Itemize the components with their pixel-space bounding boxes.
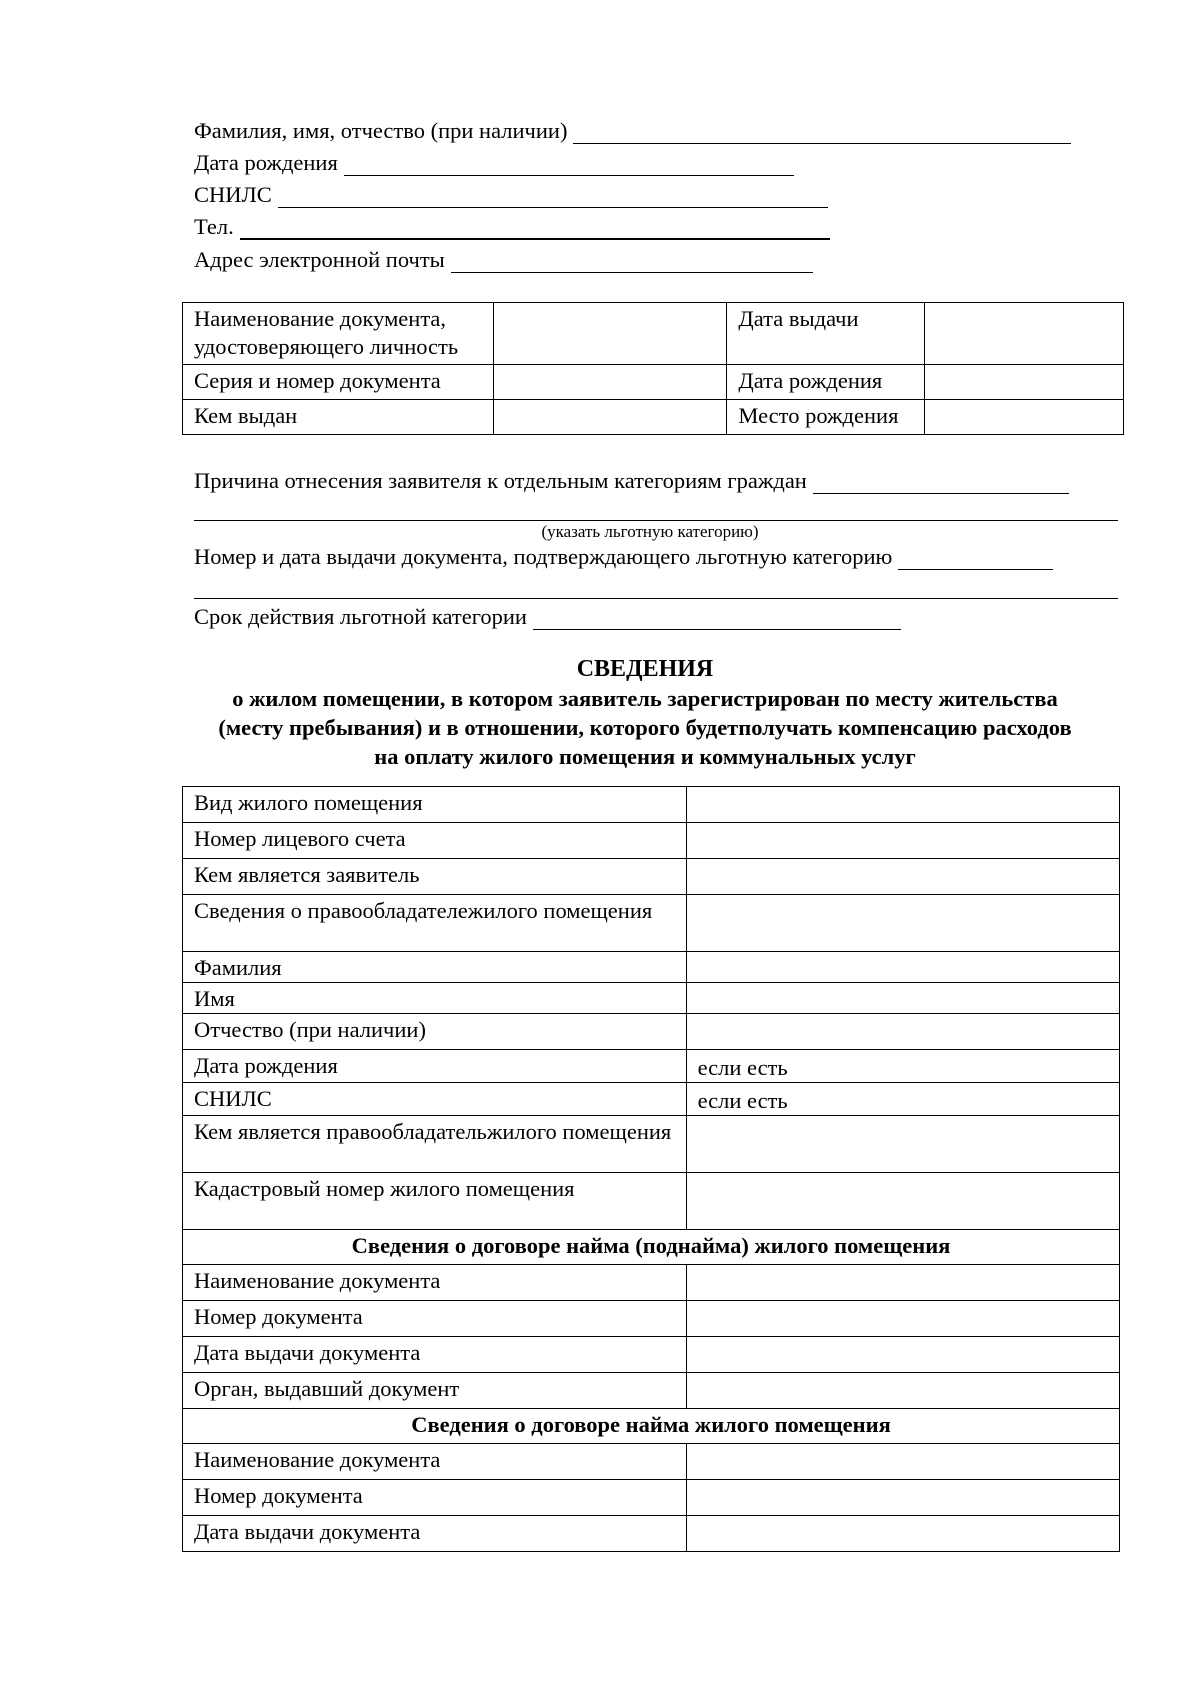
table-row	[183, 983, 1120, 1014]
lease-field-value[interactable]	[686, 1444, 1119, 1480]
birth-place-label: Место рождения	[727, 400, 925, 435]
housing-field-value[interactable]	[686, 952, 1119, 983]
table-row	[183, 787, 1120, 823]
lease-field-label: Наименование документа	[183, 1444, 687, 1480]
snils-field[interactable]	[278, 185, 828, 208]
sublease-field-value[interactable]	[686, 1265, 1119, 1301]
birth-label: Дата рождения	[194, 150, 338, 175]
lease-field-label: Номер документа	[183, 1480, 687, 1516]
table-row	[183, 1480, 1120, 1516]
table-row	[183, 1083, 1120, 1116]
table-row	[183, 823, 1120, 859]
table-row	[183, 1337, 1120, 1373]
id-birth-date-value[interactable]	[925, 365, 1124, 400]
table-row	[183, 1173, 1120, 1230]
validity-field[interactable]	[533, 607, 901, 630]
issue-date-value[interactable]	[925, 303, 1124, 365]
email-label: Адрес электронной почты	[194, 247, 445, 272]
fio-line	[194, 114, 1071, 144]
category-reason-field[interactable]	[813, 471, 1069, 494]
sublease-field-value[interactable]	[686, 1301, 1119, 1337]
housing-field-label: Кадастровый номер жилого помещения	[183, 1173, 687, 1230]
category-doc-field[interactable]	[898, 547, 1053, 570]
housing-field-value[interactable]	[686, 823, 1119, 859]
sublease-field-label: Орган, выдавший документ	[183, 1373, 687, 1409]
sublease-contract-heading: Сведения о договоре найма (поднайма) жилого помещения	[183, 1230, 1120, 1265]
housing-field-label: Кем является правообладательжилого помещения	[183, 1116, 687, 1173]
email-field[interactable]	[451, 250, 813, 273]
heading-line-2: (месту пребывания) и в отношении, которого будетполучать компенсацию расходов	[218, 715, 1072, 740]
issued-by-value[interactable]	[493, 400, 727, 435]
housing-field-label: Вид жилого помещения	[183, 787, 687, 823]
housing-field-label: Фамилия	[183, 952, 687, 983]
validity-label: Срок действия льготной категории	[194, 604, 527, 629]
lease-field-value[interactable]	[686, 1516, 1119, 1552]
sublease-field-label: Номер документа	[183, 1301, 687, 1337]
issued-by-label: Кем выдан	[183, 400, 494, 435]
heading-title: СВЕДЕНИЯ	[576, 656, 714, 682]
sublease-field-value[interactable]	[686, 1373, 1119, 1409]
section-row	[183, 1409, 1120, 1444]
section-heading	[170, 655, 1120, 771]
fio-label: Фамилия, имя, отчество (при наличии)	[194, 118, 568, 143]
housing-field-value[interactable]	[686, 859, 1119, 895]
sublease-field-label: Дата выдачи документа	[183, 1337, 687, 1373]
series-number-value[interactable]	[493, 365, 727, 400]
table-row	[183, 859, 1120, 895]
lease-field-value[interactable]	[686, 1480, 1119, 1516]
housing-field-value[interactable]	[686, 1014, 1119, 1050]
birth-place-value[interactable]	[925, 400, 1124, 435]
housing-field-label: СНИЛС	[183, 1083, 687, 1116]
table-row	[183, 1516, 1120, 1552]
validity-line	[194, 600, 901, 630]
birth-line	[194, 146, 794, 176]
table-row	[183, 895, 1120, 952]
category-reason-label: Причина отнесения заявителя к отдельным категориям граждан	[194, 468, 807, 493]
housing-field-value[interactable]	[686, 787, 1119, 823]
phone-field[interactable]	[240, 216, 830, 240]
lease-field-label: Дата выдачи документа	[183, 1516, 687, 1552]
category-reason-rule[interactable]	[194, 520, 1118, 521]
category-reason-line	[194, 464, 1069, 494]
snils-label: СНИЛС	[194, 182, 272, 207]
table-row	[183, 1014, 1120, 1050]
issue-date-label: Дата выдачи	[727, 303, 925, 365]
housing-field-value[interactable]	[686, 1173, 1119, 1230]
table-row	[183, 1050, 1120, 1083]
category-doc-label: Номер и дата выдачи документа, подтверждающего льготную категорию	[194, 544, 893, 569]
phone-label: Тел.	[194, 214, 234, 239]
heading-line-3: на оплату жилого помещения и коммунальных услуг	[374, 744, 916, 769]
housing-field-value[interactable]: если есть	[686, 1050, 1119, 1083]
id-birth-date-label: Дата рождения	[727, 365, 925, 400]
snils-line	[194, 178, 828, 208]
housing-field-value[interactable]	[686, 983, 1119, 1014]
phone-line	[194, 210, 830, 240]
housing-field-label: Имя	[183, 983, 687, 1014]
housing-field-value[interactable]	[686, 895, 1119, 952]
table-row	[183, 1373, 1120, 1409]
housing-field-label: Отчество (при наличии)	[183, 1014, 687, 1050]
lease-contract-heading: Сведения о договоре найма жилого помещения	[183, 1409, 1120, 1444]
housing-field-value[interactable]: если есть	[686, 1083, 1119, 1116]
email-line	[194, 243, 813, 273]
housing-field-label: Дата рождения	[183, 1050, 687, 1083]
housing-field-value[interactable]	[686, 1116, 1119, 1173]
birth-field[interactable]	[344, 153, 794, 176]
housing-info-table	[182, 786, 1120, 1552]
category-hint: (указать льготную категорию)	[541, 522, 759, 541]
sublease-field-label: Наименование документа	[183, 1265, 687, 1301]
table-row	[183, 1116, 1120, 1173]
identity-document-table	[182, 302, 1124, 435]
housing-field-label: Сведения о правообладатележилого помещения	[183, 895, 687, 952]
housing-field-label: Номер лицевого счета	[183, 823, 687, 859]
category-doc-line	[194, 540, 1053, 570]
doc-name-value[interactable]	[493, 303, 727, 365]
heading-line-1: о жилом помещении, в котором заявитель зарегистрирован по месту жительства	[232, 686, 1058, 711]
series-number-label: Серия и номер документа	[183, 365, 494, 400]
housing-field-label: Кем является заявитель	[183, 859, 687, 895]
table-row	[183, 1301, 1120, 1337]
table-row	[183, 952, 1120, 983]
fio-field[interactable]	[573, 121, 1071, 144]
table-row	[183, 1444, 1120, 1480]
table-row	[183, 1265, 1120, 1301]
doc-name-label: Наименование документа, удостоверяющего личность	[183, 303, 494, 365]
sublease-field-value[interactable]	[686, 1337, 1119, 1373]
section-row	[183, 1230, 1120, 1265]
category-doc-rule[interactable]	[194, 598, 1118, 599]
